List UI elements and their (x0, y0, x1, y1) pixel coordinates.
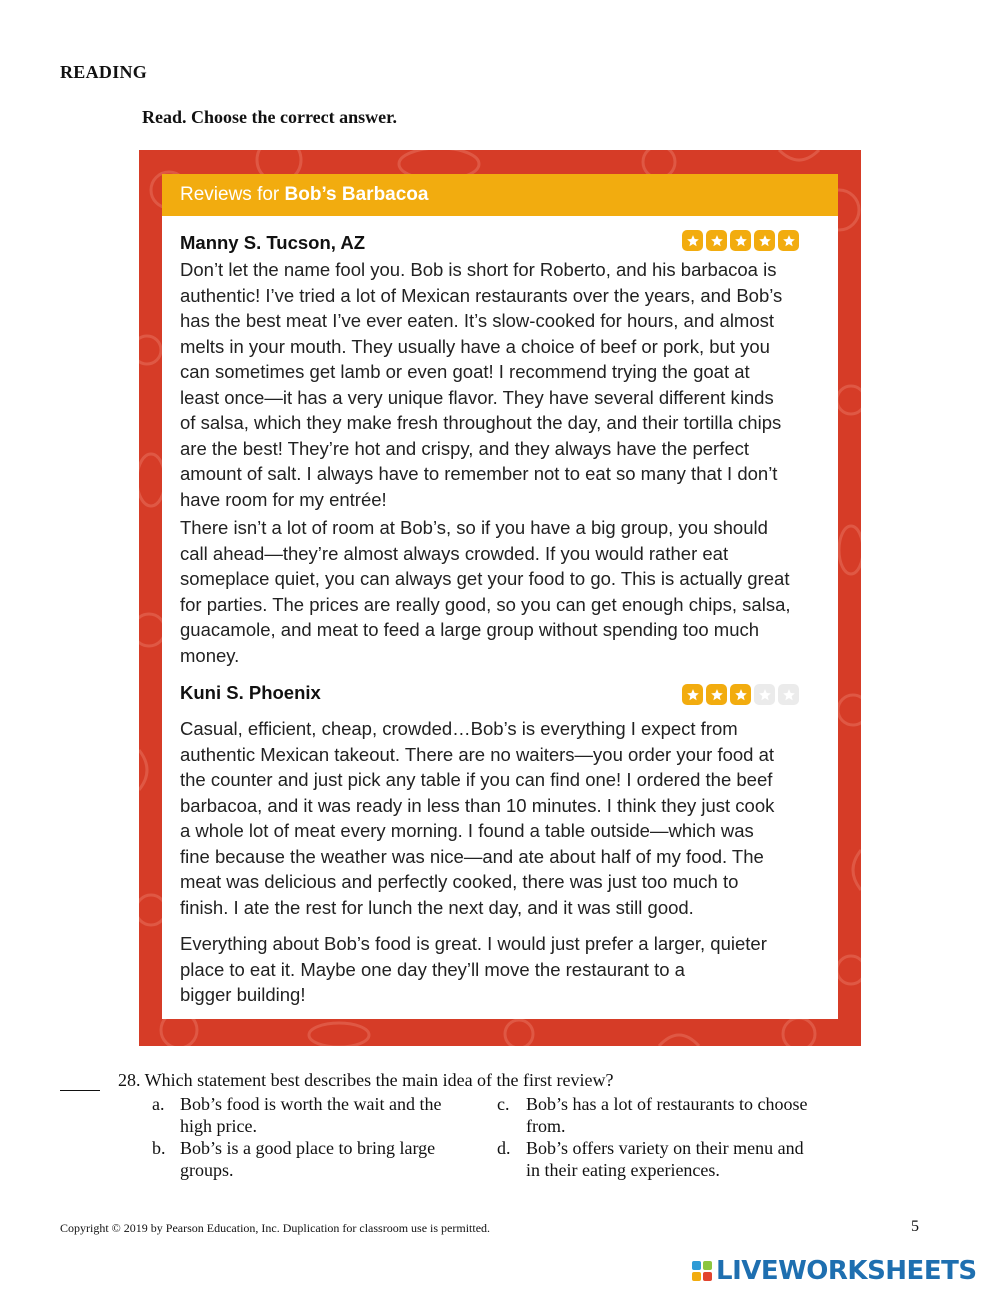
option-text: Bob’s has a lot of restaurants to choose from. (526, 1094, 808, 1136)
option-letter: b. (152, 1138, 166, 1158)
review-paragraph: There isn’t a lot of room at Bob’s, so if you have a big group, you should call ahead—they’re almost always crowded. If you would rather eat someplace quiet, you can always get your food to go. This is actually great for parties. The prices are really good, so you can get enough chips, salsa, guacamole, and meat to feed a large group without spending too much money. (180, 517, 791, 666)
option-letter: a. (152, 1094, 165, 1114)
liveworksheets-logo[interactable] (692, 1256, 977, 1286)
instructions: Read. Choose the correct answer. (142, 107, 397, 127)
review-card (162, 174, 838, 1019)
star-filled-icon (706, 684, 727, 705)
star-empty-icon (754, 684, 775, 705)
star-filled-icon (706, 230, 727, 251)
brand-mark-icon (692, 1261, 712, 1281)
review-paragraph: Don’t let the name fool you. Bob is short for Roberto, and his barbacoa is authentic! I’ve tried a lot of Mexican restaurants over the years, and Bob’s has the best meat I’ve ever eaten. It’s slow-cooked for hours, and almost melts in your mouth. They usually have a choice of beef or pork, but you can sometimes get lamb or even goat! I recommend trying the goat at least once—it has a very unique flavor. They have several different kinds of salsa, which they make fresh throughout the day, and their tortilla chips are the best! They’re hot and crispy, and they always have the perfect amount of salt. I always have to remember not to eat so many that I don’t have room for my entrée! (180, 259, 783, 510)
option-text: Bob’s is a good place to bring large groups. (180, 1138, 436, 1180)
answer-blank[interactable] (60, 1076, 100, 1091)
section-title: READING (60, 62, 148, 82)
review-paragraph: Everything about Bob’s food is great. I would just prefer a larger, quieter place to eat it. Maybe one day they’ll move the restaurant to a bigger building! (180, 933, 767, 1005)
star-empty-icon (778, 684, 799, 705)
restaurant-name: Bob’s Barbacoa (284, 184, 429, 205)
review-paragraph: Casual, efficient, cheap, crowded…Bob’s is everything I expect from authentic Mexican takeout. There are no waiters—you order your food at the counter and just pick any table if you can find one! I ordered the beef barbacoa, and it was ready in less than 10 minutes. I think they just cook a whole lot of meat every morning. I found a table outside—which was fine because the weather was nice—and ate about half of my food. The meat was delicious and perfectly cooked, there was just too much to finish. I ate the rest for lunch the next day, and it was still good. (180, 718, 775, 918)
reviewer-name: Manny S. Tucson, AZ (180, 232, 366, 253)
rating-stars (682, 684, 799, 705)
option-letter: c. (497, 1094, 510, 1114)
question-text: 28. Which statement best describes the main idea of the first review? (118, 1070, 614, 1090)
star-filled-icon (682, 230, 703, 251)
card-header (162, 174, 838, 216)
star-filled-icon (778, 230, 799, 251)
star-filled-icon (730, 230, 751, 251)
copyright-footer: Copyright © 2019 by Pearson Education, Inc. Duplication for classroom use is permitted. (60, 1221, 491, 1235)
option-text: Bob’s food is worth the wait and the high price. (180, 1094, 442, 1136)
option-text: Bob’s offers variety on their menu and in their eating experiences. (526, 1138, 804, 1180)
reviewer-name: Kuni S. Phoenix (180, 682, 321, 703)
star-filled-icon (754, 230, 775, 251)
review-frame (139, 150, 861, 1046)
brand-name: LIVEWORKSHEETS (716, 1256, 977, 1286)
card-title-prefix: Reviews for (180, 184, 285, 205)
star-filled-icon (682, 684, 703, 705)
option-letter: d. (497, 1138, 511, 1158)
page-number: 5 (911, 1218, 919, 1235)
star-filled-icon (730, 684, 751, 705)
rating-stars (682, 230, 799, 251)
